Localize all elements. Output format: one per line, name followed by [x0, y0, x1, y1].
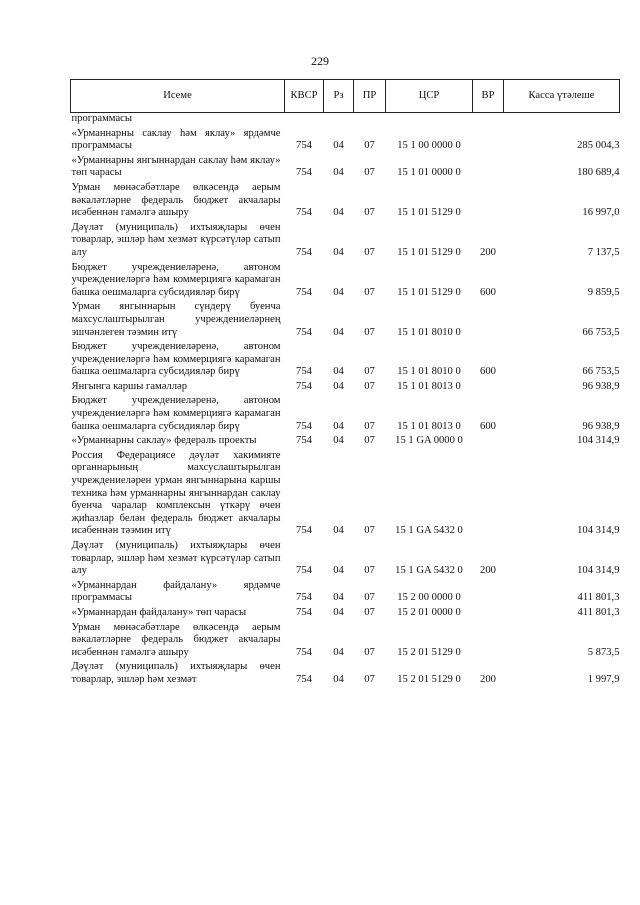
table-row	[71, 433, 620, 448]
row-rz: 04	[333, 435, 344, 447]
row-amount: 66 753,5	[582, 326, 620, 338]
row-rz: 04	[333, 592, 344, 604]
table-row	[71, 538, 620, 578]
table-row	[71, 659, 620, 686]
row-pr: 07	[364, 592, 375, 604]
table-row	[71, 448, 620, 538]
row-rz: 04	[333, 565, 344, 577]
row-name: Урман мөнәсәбәтләре өлкәсендә аерым вәкаләтләрне федераль бюджет акчалары исәбеннән гамәлгә ашыру	[71, 621, 281, 658]
row-kvsr: 754	[296, 565, 312, 577]
row-csr: 15 2 01 5129 0	[397, 646, 461, 658]
row-csr: 15 1 01 5129 0	[397, 246, 461, 258]
row-vr: 600	[480, 420, 496, 432]
row-amount: 9 859,5	[587, 286, 620, 298]
header-pr: ПР	[354, 80, 386, 113]
row-name: Дәүләт (муниципаль) ихтыяҗлары өчен товарлар, эшләр һәм хезмәт	[71, 661, 281, 685]
table-row	[71, 605, 620, 620]
row-pr: 07	[364, 525, 375, 537]
header-vr: ВР	[473, 80, 504, 113]
row-vr	[473, 379, 504, 394]
row-amount: 16 997,0	[582, 207, 620, 219]
row-amount: 411 801,3	[577, 606, 620, 618]
row-pr: 07	[364, 435, 375, 447]
row-kvsr: 754	[296, 592, 312, 604]
row-pr: 07	[364, 167, 375, 179]
row-rz: 04	[333, 140, 344, 152]
row-pr: 07	[364, 646, 375, 658]
row-name: Дәүләт (муниципаль) ихтыяҗлары өчен товарлар, эшләр һәм хезмәт күрсәтүләр сатып алу	[71, 540, 281, 577]
row-vr	[473, 180, 504, 220]
row-rz: 04	[333, 167, 344, 179]
row-kvsr: 754	[296, 167, 312, 179]
row-pr: 07	[364, 606, 375, 618]
row-name: «Урманнарны янгыннардан саклау һәм яклау» төп чарасы	[71, 154, 281, 179]
row-name: Дәүләт (муниципаль) ихтыяҗлары өчен товарлар, эшләр һәм хезмәт күрсәтүләр сатып алу	[71, 221, 281, 258]
row-kvsr: 754	[296, 673, 312, 685]
row-vr	[473, 126, 504, 153]
row-name: Урман мөнәсәбәтләре өлкәсендә аерым вәкаләтләрне федераль бюджет акчалары исәбеннән гамәлгә ашыру	[71, 181, 281, 219]
row-name: Урман янгыннарын сүндерү буенча махсуслаштырылган учреждениеләрнең эшчәнлеген тәэмин итү	[71, 301, 281, 338]
row-rz: 04	[333, 246, 344, 258]
header-name: Исеме	[71, 80, 285, 113]
table-row	[71, 180, 620, 220]
row-kvsr: 754	[296, 646, 312, 658]
table-header	[71, 80, 620, 113]
row-name: «Урманнардан файдалану» төп чарасы	[71, 606, 247, 618]
row-kvsr: 754	[296, 326, 312, 338]
row-name: «Урманнарны саклау» федераль проекты	[71, 435, 257, 447]
row-csr: 15 1 01 0000 0	[397, 167, 461, 179]
row-amount: 96 938,9	[582, 380, 620, 392]
row-csr: 15 1 01 8013 0	[397, 420, 461, 432]
row-name: Янгынга каршы гамәлләр	[71, 380, 187, 392]
row-rz: 04	[333, 286, 344, 298]
row-name: программасы	[71, 113, 132, 124]
row-kvsr: 754	[296, 207, 312, 219]
row-amount: 7 137,5	[587, 246, 620, 258]
row-kvsr: 754	[296, 435, 312, 447]
row-pr: 07	[364, 246, 375, 258]
row-kvsr: 754	[296, 420, 312, 432]
row-name: Бюджет учреждениеләренә, автоном учреждениеләргә һәм коммерциягә карамаган башка оешмаларга субсидияләр бирү	[71, 341, 281, 378]
row-rz	[324, 113, 354, 126]
row-name: Бюджет учреждениеләренә, автоном учреждениеләргә һәм коммерциягә карамаган башка оешмаларга субсидияләр бирү	[71, 261, 281, 298]
row-kvsr	[285, 113, 324, 126]
row-name: «Урманнардан файдалану» ярдәмче программасы	[71, 579, 281, 604]
table-row	[71, 578, 620, 605]
row-vr: 200	[480, 246, 496, 258]
row-amount: 96 938,9	[582, 420, 620, 432]
row-kvsr: 754	[296, 525, 312, 537]
budget-table	[70, 79, 620, 687]
row-rz: 04	[333, 525, 344, 537]
table-body	[71, 113, 620, 687]
row-amount: 285 004,3	[577, 140, 620, 152]
row-csr: 15 1 01 8010 0	[397, 366, 461, 378]
row-pr: 07	[364, 140, 375, 152]
row-csr: 15 1 01 5129 0	[397, 207, 461, 219]
row-rz: 04	[333, 673, 344, 685]
row-kvsr: 754	[296, 366, 312, 378]
row-amount: 66 753,5	[582, 366, 620, 378]
row-pr: 07	[364, 565, 375, 577]
row-amount: 104 314,9	[577, 525, 620, 537]
header-kvsr: КВСР	[285, 80, 324, 113]
row-vr	[473, 113, 504, 126]
row-pr	[354, 113, 386, 126]
table-row	[71, 260, 620, 300]
table-row	[71, 393, 620, 433]
table-row	[71, 126, 620, 153]
row-vr	[473, 578, 504, 605]
row-amount	[504, 113, 620, 126]
row-pr: 07	[364, 420, 375, 432]
row-rz: 04	[333, 326, 344, 338]
header-rz: Рз	[324, 80, 354, 113]
row-vr	[473, 299, 504, 339]
row-pr: 07	[364, 380, 375, 392]
row-amount: 1 997,9	[587, 673, 620, 685]
row-kvsr: 754	[296, 286, 312, 298]
row-amount: 104 314,9	[577, 435, 620, 447]
row-kvsr: 754	[296, 380, 312, 392]
row-kvsr: 754	[296, 140, 312, 152]
row-vr: 200	[480, 565, 496, 577]
row-csr: 15 1 01 8013 0	[397, 380, 461, 392]
row-amount: 104 314,9	[577, 565, 620, 577]
table-row	[71, 153, 620, 180]
row-pr: 07	[364, 366, 375, 378]
row-csr: 15 2 01 5129 0	[397, 673, 461, 685]
row-pr: 07	[364, 326, 375, 338]
table-row	[71, 339, 620, 379]
table-row	[71, 220, 620, 260]
row-pr: 07	[364, 207, 375, 219]
table-row	[71, 620, 620, 660]
row-csr: 15 1 GA 0000 0	[395, 435, 463, 447]
row-csr: 15 1 01 8010 0	[397, 326, 461, 338]
row-vr	[473, 605, 504, 620]
row-csr	[386, 113, 473, 126]
row-kvsr: 754	[296, 606, 312, 618]
row-name: Бюджет учреждениеләренә, автоном учреждениеләргә һәм коммерциягә карамаган башка оешмаларга субсидияләр бирү	[71, 395, 281, 432]
row-csr: 15 1 GA 5432 0	[395, 565, 463, 577]
row-rz: 04	[333, 207, 344, 219]
header-csr: ЦСР	[386, 80, 473, 113]
row-vr	[473, 620, 504, 660]
row-amount: 180 689,4	[577, 167, 620, 179]
row-vr: 200	[480, 673, 496, 685]
row-pr: 07	[364, 286, 375, 298]
row-rz: 04	[333, 606, 344, 618]
row-pr: 07	[364, 673, 375, 685]
row-rz: 04	[333, 646, 344, 658]
row-kvsr: 754	[296, 246, 312, 258]
row-csr: 15 1 00 0000 0	[397, 140, 461, 152]
row-vr	[473, 433, 504, 448]
row-vr: 600	[480, 286, 496, 298]
row-name: Россия Федерациясе дәүләт хакимияте органнарының махсуслаштырылган учреждениеләрен урман янгыннарына каршы техника һәм урманнарны янгыннардан саклау буенча чаралар комплексын үткәрү өчен җиһазлар белән федераль бюджет акчалары исәбеннән тәэмин итү	[71, 449, 281, 537]
row-vr: 600	[480, 366, 496, 378]
row-csr: 15 1 01 5129 0	[397, 286, 461, 298]
row-rz: 04	[333, 380, 344, 392]
row-rz: 04	[333, 366, 344, 378]
row-csr: 15 1 GA 5432 0	[395, 525, 463, 537]
row-amount: 411 801,3	[577, 592, 620, 604]
row-rz: 04	[333, 420, 344, 432]
row-amount: 5 873,5	[587, 646, 620, 658]
row-name: «Урманнарны саклау һәм яклау» ярдәмче программасы	[71, 127, 281, 152]
table-row	[71, 113, 620, 126]
table-row	[71, 379, 620, 394]
header-amount: Касса үтәлеше	[504, 80, 620, 113]
row-csr: 15 2 00 0000 0	[397, 592, 461, 604]
table-row	[71, 299, 620, 339]
row-vr	[473, 153, 504, 180]
row-csr: 15 2 01 0000 0	[397, 606, 461, 618]
page-number: 229	[311, 54, 329, 68]
row-vr	[473, 448, 504, 538]
